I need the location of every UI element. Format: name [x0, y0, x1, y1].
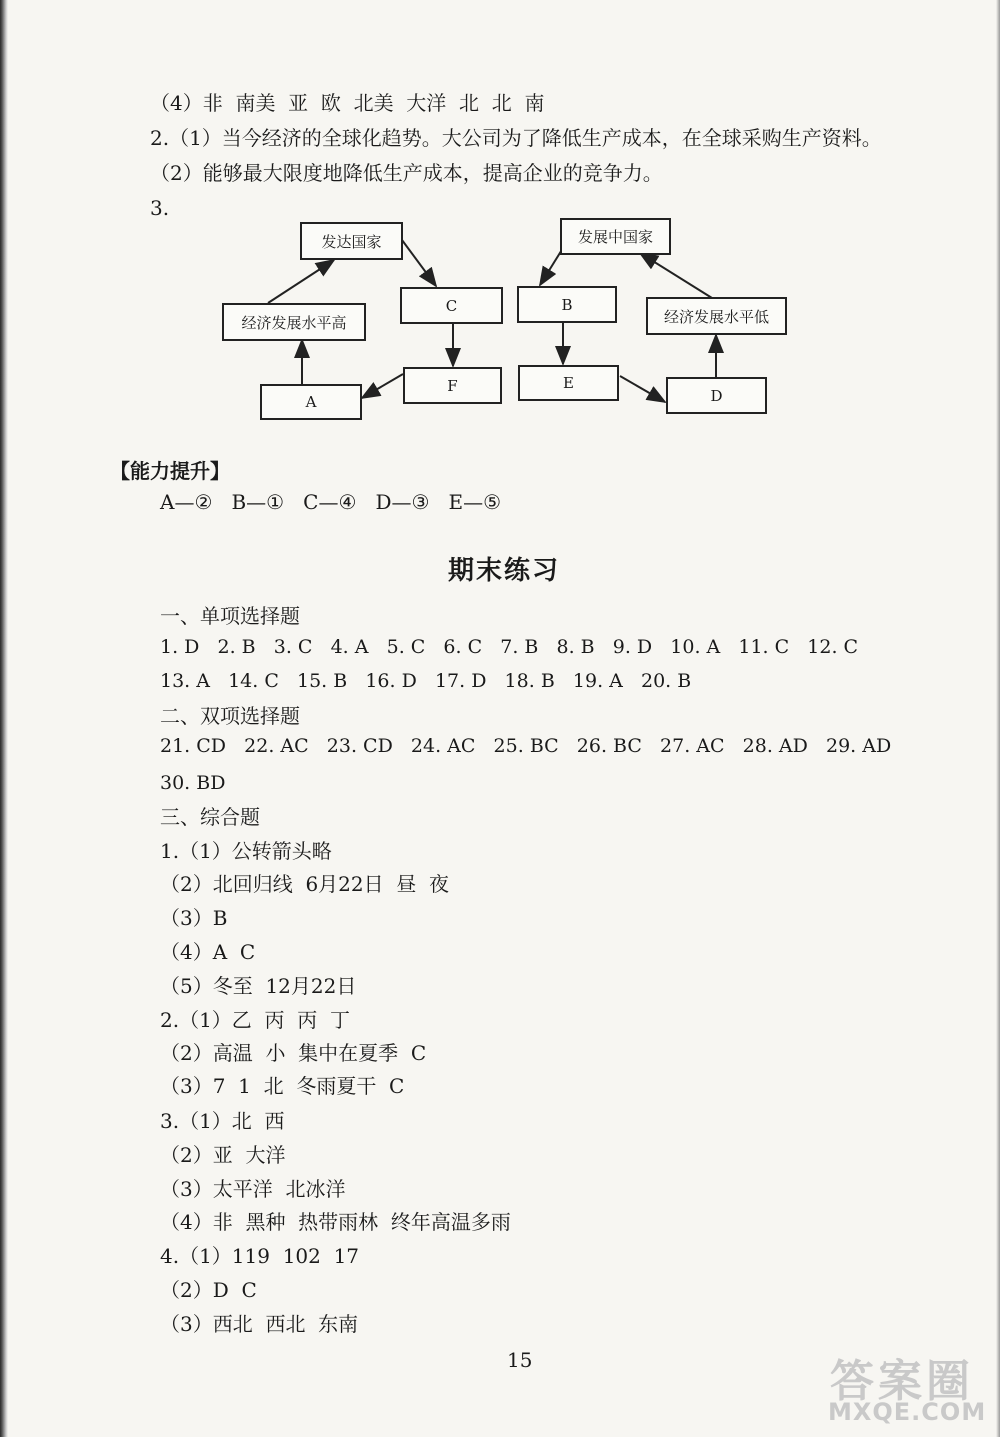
box-d: D	[666, 377, 767, 414]
box-c: C	[400, 287, 503, 324]
box-developing-countries: 发展中国家	[560, 218, 671, 255]
answer-line-4-continents: （4）非 南美 亚 欧 北美 大洋 北 北 南	[150, 91, 545, 115]
q1-part5: （5）冬至 12月22日	[160, 974, 357, 998]
ability-answers: A—② B—① C—④ D—③ E—⑤	[160, 490, 502, 514]
box-developed-countries: 发达国家	[300, 222, 403, 260]
q2-part2: （2）高温 小 集中在夏季 C	[160, 1041, 427, 1065]
q3-part3: （3）太平洋 北冰洋	[160, 1177, 346, 1201]
box-e: E	[518, 365, 619, 401]
section-single-choice: 一、单项选择题	[160, 604, 300, 628]
box-b: B	[517, 286, 617, 323]
q2-part3: （3）7 1 北 冬雨夏干 C	[160, 1074, 405, 1098]
box-high-economic-level: 经济发展水平高	[222, 303, 366, 341]
single-choice-row-2: 13. A 14. C 15. B 16. D 17. D 18. B 19. A 20. B	[160, 670, 692, 692]
q1-part1: 1.（1）公转箭头略	[160, 839, 332, 863]
q4-part3: （3）西北 西北 东南	[160, 1312, 359, 1336]
arrow-high-to-developed	[268, 260, 334, 303]
answer-line-3: 3.	[150, 196, 170, 220]
q3-part4: （4）非 黑种 热带雨林 终年高温多雨	[160, 1210, 511, 1234]
q4-part2: （2）D C	[160, 1278, 257, 1302]
box-low-economic-level: 经济发展水平低	[646, 297, 787, 335]
arrow-e-to-d	[620, 376, 665, 402]
box-a: A	[260, 384, 362, 420]
box-f: F	[403, 367, 502, 404]
q1-part2: （2）北回归线 6月22日 昼 夜	[160, 872, 450, 896]
answer-line-2-1: 2.（1）当今经济的全球化趋势。大公司为了降低生产成本，在全球采购生产资料。	[150, 126, 882, 150]
page-number: 15	[507, 1348, 533, 1372]
watermark-site: MXQE.COM	[828, 1398, 987, 1426]
q1-part3: （3）B	[160, 906, 228, 930]
q4-part1: 4.（1）119 102 17	[160, 1244, 360, 1268]
arrow-low-to-developing	[640, 253, 712, 298]
q3-part2: （2）亚 大洋	[160, 1143, 286, 1167]
double-choice-row-1: 21. CD 22. AC 23. CD 24. AC 25. BC 26. BC 27. AC 28. AD 29. AD	[160, 735, 892, 757]
q3-part1: 3.（1）北 西	[160, 1109, 285, 1133]
single-choice-row-1: 1. D 2. B 3. C 4. A 5. C 6. C 7. B 8. B 9. D 10. A 11. C 12. C	[160, 636, 859, 658]
q2-part1: 2.（1）乙 丙 丙 丁	[160, 1008, 350, 1032]
double-choice-row-2: 30. BD	[160, 772, 226, 794]
q1-part4: （4）A C	[160, 940, 256, 964]
section-comprehensive: 三、综合题	[160, 805, 260, 829]
watermark-brand: 答案圈	[830, 1356, 974, 1407]
arrow-developed-to-c	[402, 240, 436, 286]
section-double-choice: 二、双项选择题	[160, 704, 300, 728]
final-practice-title: 期末练习	[448, 556, 561, 586]
ability-heading: 【能力提升】	[110, 459, 230, 483]
arrow-f-to-a	[362, 374, 403, 398]
answer-line-2-2: （2）能够最大限度地降低生产成本，提高企业的竞争力。	[150, 161, 663, 185]
